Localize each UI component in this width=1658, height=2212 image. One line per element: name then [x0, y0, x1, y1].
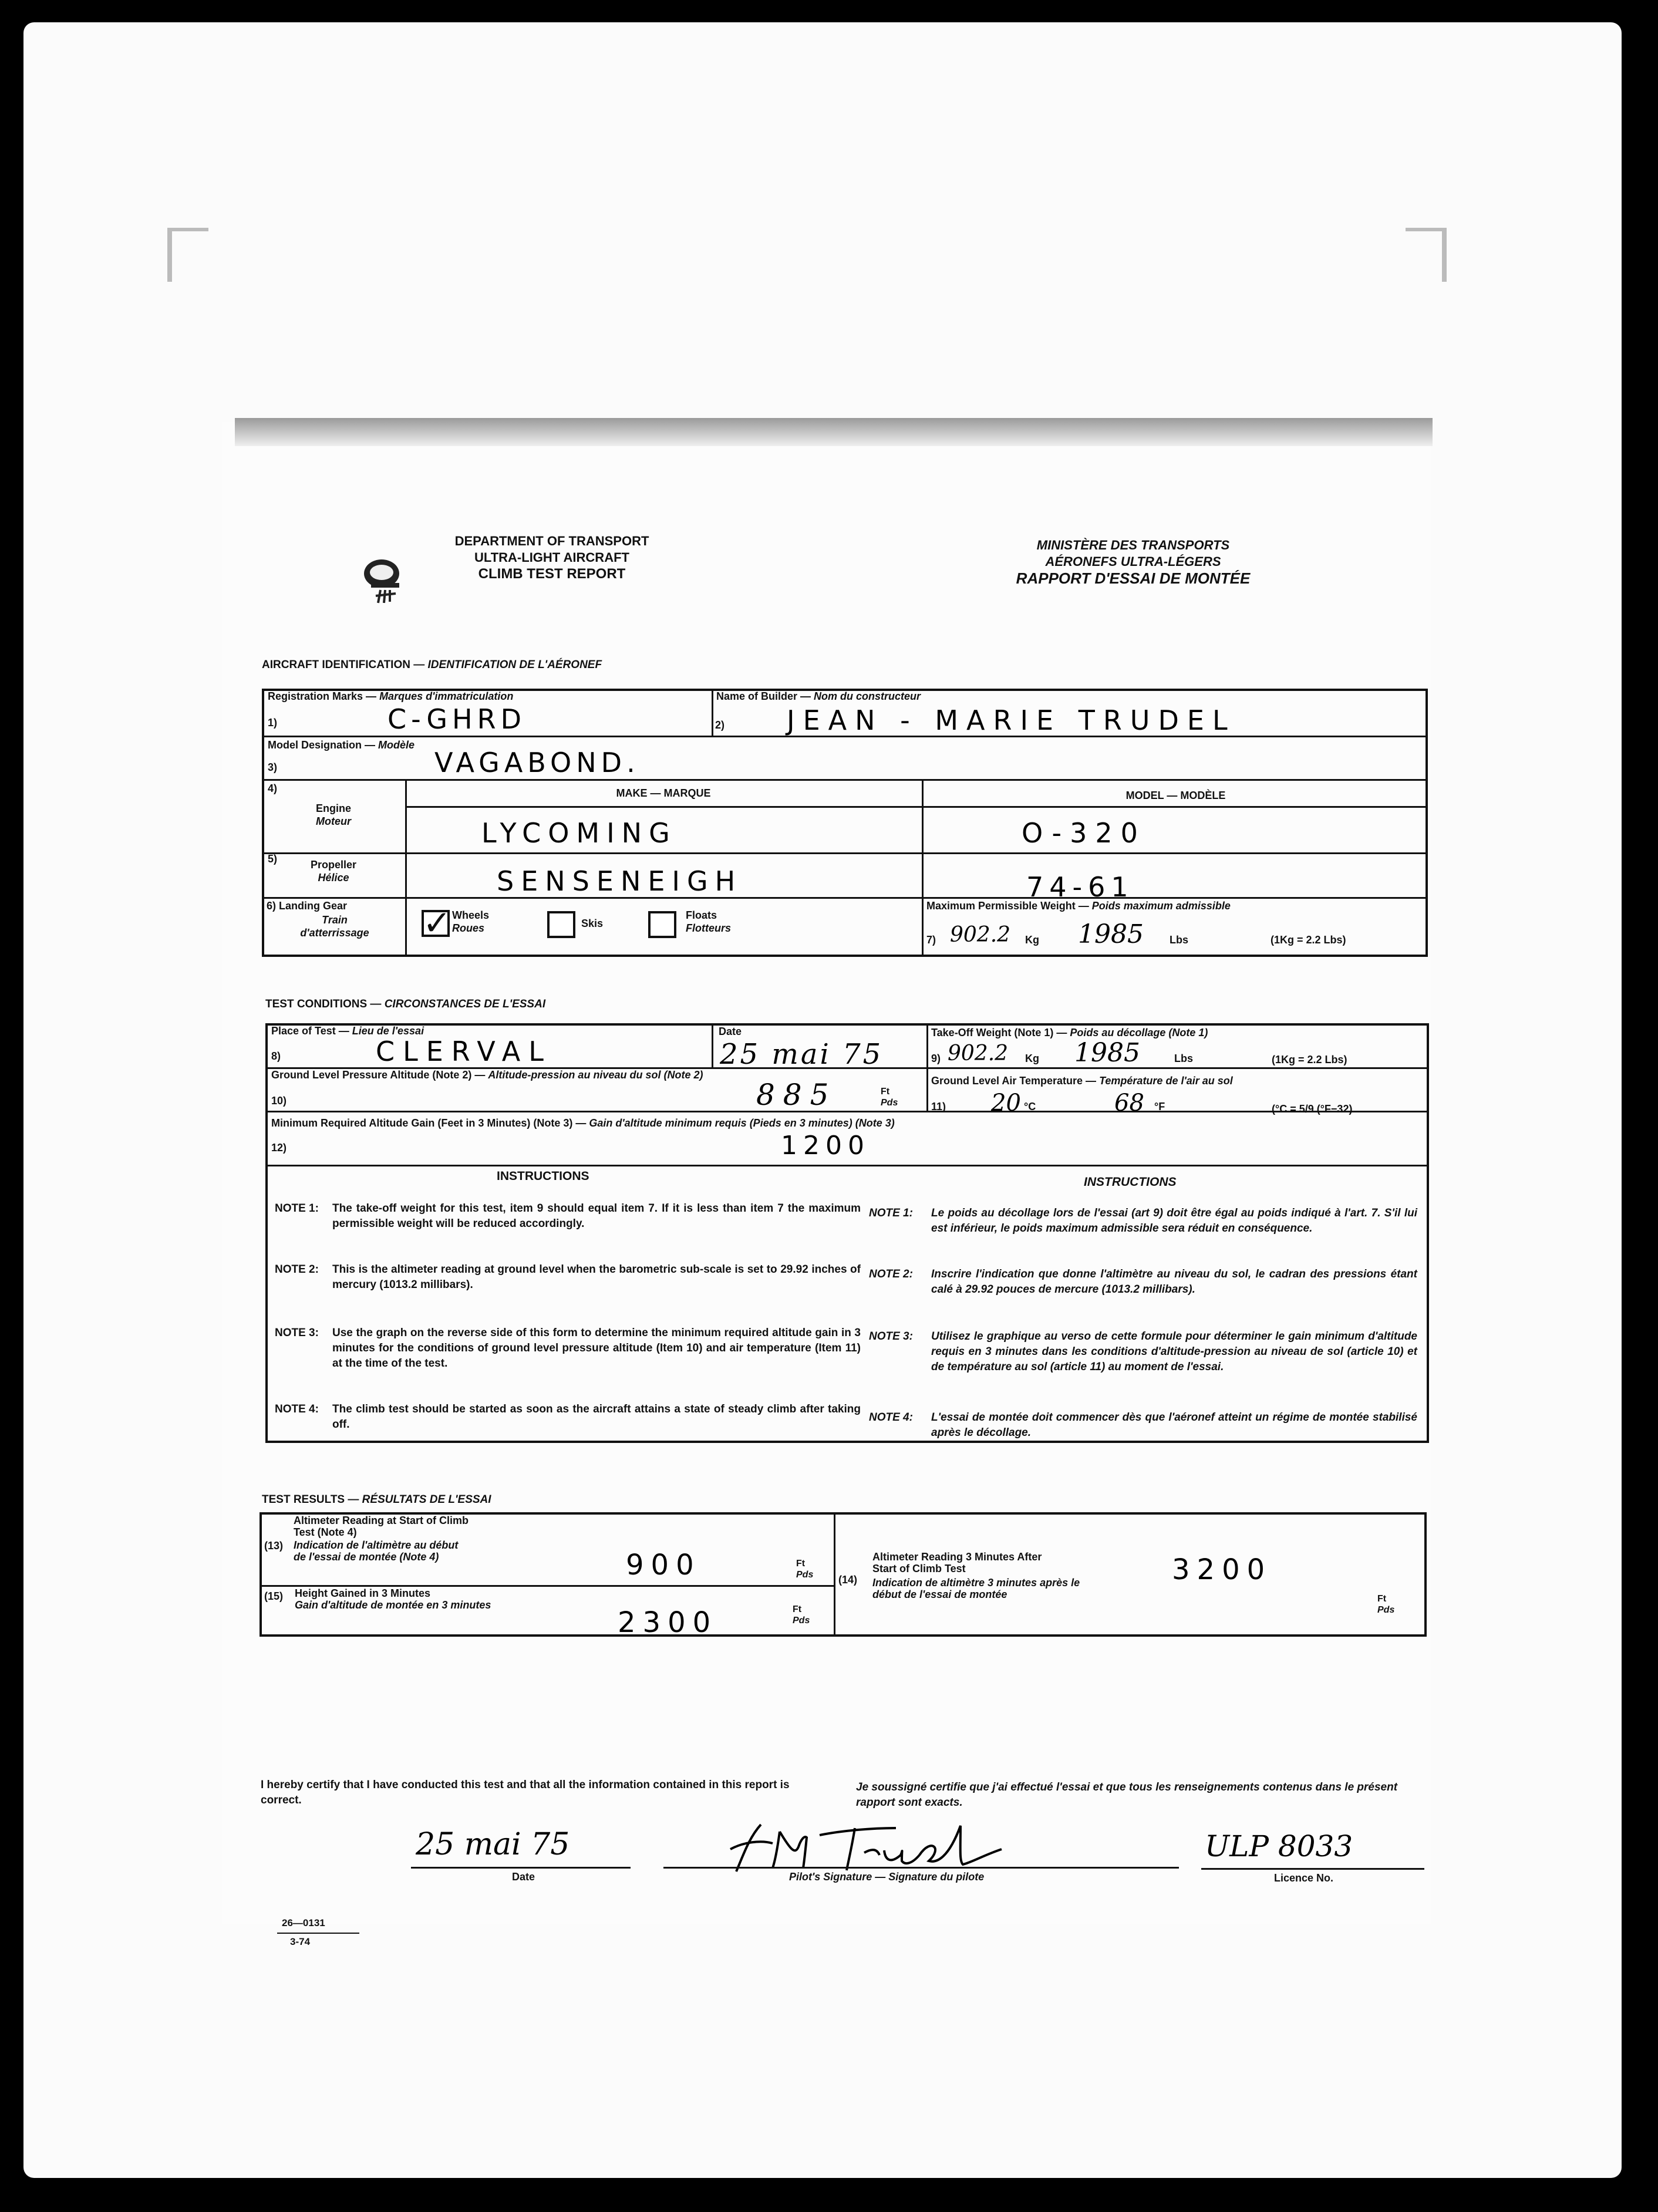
skis-checkbox[interactable] — [547, 911, 575, 938]
takeoff-weight-label-en: Take-Off Weight (Note 1) — — [931, 1027, 1067, 1038]
registration-value: C-GHRD — [387, 703, 527, 735]
note-fr-4-label: NOTE 4: — [869, 1411, 913, 1424]
wheels-checkmark: ✓ — [423, 903, 451, 943]
air-temperature-f-unit: °F — [1154, 1101, 1165, 1112]
model-designation-value: VAGABOND. — [434, 747, 640, 778]
skis-label: Skis — [581, 918, 604, 929]
after-reading-units — [1377, 1593, 1394, 1616]
takeoff-weight-lbs-value: 1985 — [1074, 1038, 1140, 1068]
min-gain-label-fr: Gain d'altitude minimum requis (Pieds en 3 minutes) (Note 3) — [589, 1117, 895, 1129]
start-reading-label-en — [294, 1515, 469, 1538]
date-line — [411, 1867, 631, 1869]
note-fr-1-text: Le poids au décollage lors de l'essai (art 9) doit être égal au poids indiqué à l'art. 7. S'il lui est inférieur, le poids maximum admissible sera réduit en conséquence. — [931, 1207, 1417, 1235]
wheels-checkbox[interactable] — [422, 903, 451, 943]
rule — [260, 1585, 835, 1587]
landing-gear-label — [267, 899, 347, 912]
header-en-line2: ULTRA-LIGHT AIRCRAFT — [474, 550, 629, 565]
wheels-label-en: Wheels — [452, 909, 490, 921]
builder-label — [716, 690, 921, 703]
note-fr-3-text: Utilisez le graphique au verso de cette formule pour déterminer le gain minimum d'altitude requis en 3 minutes dans les conditions d'altitude-pression au niveau de sol (article 10) et de température au sol (article 11) au moment de l'essai. — [931, 1330, 1417, 1373]
item-number-13: (13) — [264, 1540, 284, 1552]
height-gained-label-fr: Gain d'altitude de montée en 3 minutes — [295, 1599, 491, 1611]
ministry-crest-icon — [358, 549, 417, 611]
rule — [922, 779, 924, 957]
registration-label-fr: Marques d'immatriculation — [379, 690, 514, 702]
place-value: CLERVAL — [376, 1036, 552, 1067]
wheels-label-fr: Roues — [452, 922, 485, 934]
crop-mark-left-top — [167, 228, 208, 231]
page-shadow — [235, 418, 1433, 446]
floats-label-en: Floats — [686, 909, 717, 921]
place-label-fr: Lieu de l'essai — [352, 1025, 424, 1037]
form-date: 3-74 — [290, 1936, 311, 1947]
crop-mark-right-top — [1406, 228, 1447, 231]
item-number-3: 3) — [268, 761, 278, 773]
note-en-2-label: NOTE 2: — [275, 1263, 319, 1276]
header-en-title: CLIMB TEST REPORT — [478, 566, 626, 582]
takeoff-weight-label-fr: Poids au décollage (Note 1) — [1070, 1027, 1208, 1038]
note-fr-2-label: NOTE 2: — [869, 1268, 913, 1280]
make-column-header: MAKE — MARQUE — [616, 787, 711, 799]
after-reading-label-fr2: début de l'essai de montée — [872, 1589, 1007, 1600]
engine-label-fr: Moteur — [316, 815, 351, 827]
after-reading-label-en2: Start of Climb Test — [872, 1563, 966, 1574]
note-fr-3-label: NOTE 3: — [869, 1330, 913, 1343]
pilot-signature-icon — [726, 1814, 1043, 1879]
certification-fr: Je soussigné certifie que j'ai effectué l'essai et que tous les renseignements contenus dans le présent rapport sont exacts. — [856, 1781, 1398, 1809]
note-fr-2-text: Inscrire l'indication que donne l'altimètre au niveau du sol, le cadran des pressions étant calé à 29.92 pouces de mercure (1013.2 millibars). — [931, 1268, 1417, 1296]
pressure-unit-ft: Ft — [881, 1087, 890, 1097]
licence-line — [1201, 1868, 1424, 1870]
height-gained-unit-ft: Ft — [793, 1604, 802, 1614]
start-reading-label-en2: Test (Note 4) — [294, 1526, 357, 1538]
date-value: 25 mai 75 — [720, 1038, 884, 1071]
note-fr-4-text: L'essai de montée doit commencer dès que l'aéronef atteint un régime de montée stabilisé après le décollage. — [931, 1411, 1417, 1439]
height-gained-units — [793, 1604, 810, 1626]
landing-gear-fr1: Train — [322, 914, 348, 926]
item-number-14: (14) — [838, 1574, 858, 1586]
model-designation-label — [268, 739, 414, 751]
start-reading-label-fr1: Indication de l'altimètre au début — [294, 1539, 459, 1551]
propeller-label-fr: Hélice — [318, 872, 349, 884]
pressure-altitude-value: 885 — [756, 1078, 837, 1112]
note-en-1-label: NOTE 1: — [275, 1202, 319, 1215]
header-fr-title: RAPPORT D'ESSAI DE MONTÉE — [1016, 569, 1251, 587]
note-en-4-text: The climb test should be started as soon as the aircraft attains a state of steady climb after taking off. — [332, 1403, 861, 1431]
crop-mark-right — [1442, 228, 1447, 282]
max-weight-lbs-value: 1985 — [1078, 919, 1144, 949]
engine-label-en: Engine — [315, 802, 351, 814]
registration-label-en: Registration Marks — — [268, 690, 377, 702]
rule — [262, 852, 1428, 854]
model-column-header: MODEL — MODÈLE — [1125, 790, 1226, 801]
rule — [262, 779, 1428, 781]
licence-number-label: Licence No. — [1274, 1872, 1334, 1884]
wheels-label — [452, 909, 489, 935]
item-number-4: 4) — [268, 783, 278, 794]
section-aircraft-en: AIRCRAFT IDENTIFICATION — — [262, 659, 425, 671]
certification-date-value: 25 mai 75 — [416, 1827, 570, 1862]
height-gained-label-en: Height Gained in 3 Minutes — [295, 1587, 431, 1599]
pressure-altitude-label — [271, 1068, 703, 1081]
rule — [265, 1165, 1429, 1166]
engine-label — [262, 802, 405, 828]
rule — [834, 1512, 835, 1637]
floats-checkbox[interactable] — [648, 911, 676, 938]
section-test-results-fr: RÉSULTATS DE L'ESSAI — [362, 1493, 491, 1506]
form-number-rule — [277, 1933, 359, 1934]
section-test-results — [262, 1493, 491, 1506]
after-reading-unit-ft: Ft — [1377, 1594, 1387, 1604]
rule — [712, 1023, 713, 1067]
item-number-15: (15) — [264, 1590, 284, 1602]
air-temperature-c-value: 20 — [991, 1090, 1021, 1117]
after-reading-label-fr — [872, 1577, 1080, 1600]
after-reading-label-en1: Altimeter Reading 3 Minutes After — [872, 1551, 1042, 1563]
pressure-units — [881, 1086, 898, 1108]
floats-label — [686, 909, 731, 935]
header-en — [411, 533, 693, 582]
pressure-altitude-label-en: Ground Level Pressure Altitude (Note 2) — — [271, 1069, 486, 1081]
instructions-heading-fr: INSTRUCTIONS — [1084, 1175, 1177, 1189]
item-number-5: 5) — [268, 853, 278, 865]
after-reading-label-en — [872, 1551, 1042, 1574]
section-aircraft-identification — [262, 659, 602, 672]
height-gained-label — [295, 1587, 491, 1611]
start-reading-unit-ft: Ft — [796, 1559, 806, 1569]
rule — [712, 689, 713, 736]
landing-gear-label-en: Landing Gear — [279, 900, 348, 912]
landing-gear-fr2: d'atterrissage — [300, 927, 369, 939]
air-temperature-c-unit: °C — [1024, 1101, 1036, 1112]
section-test-conditions-fr: CIRCONSTANCES DE L'ESSAI — [384, 998, 546, 1010]
start-reading-label-en1: Altimeter Reading at Start of Climb — [294, 1515, 469, 1526]
max-weight-label-fr: Poids maximum admissible — [1091, 900, 1231, 912]
rule — [262, 897, 1428, 899]
start-reading-value: 900 — [626, 1549, 701, 1582]
max-weight-lbs-unit: Lbs — [1170, 934, 1189, 946]
header-fr — [986, 537, 1280, 586]
engine-make-value: LYCOMING — [481, 817, 677, 849]
note-en-4-label: NOTE 4: — [275, 1403, 319, 1415]
after-reading-value: 3200 — [1172, 1553, 1272, 1586]
place-label-en: Place of Test — — [271, 1025, 349, 1037]
model-designation-label-en: Model Designation — — [268, 739, 376, 751]
height-gained-unit-pds: Pds — [793, 1616, 810, 1626]
licence-number-value: ULP 8033 — [1205, 1829, 1353, 1863]
min-gain-label-en: Minimum Required Altitude Gain (Feet in 3 Minutes) (Note 3) — — [271, 1117, 587, 1129]
builder-label-en: Name of Builder — — [716, 690, 811, 702]
max-weight-conversion: (1Kg = 2.2 Lbs) — [1271, 934, 1346, 946]
engine-model-value: O-320 — [1022, 817, 1146, 849]
air-temperature-label-fr: Température de l'air au sol — [1099, 1075, 1233, 1087]
item-number-11: 11) — [931, 1101, 946, 1112]
model-designation-label-fr: Modèle — [378, 739, 415, 751]
min-gain-value: 1200 — [781, 1131, 870, 1161]
item-number-1: 1) — [268, 717, 278, 729]
certification-date-label: Date — [512, 1871, 535, 1883]
note-fr-1-label: NOTE 1: — [869, 1207, 913, 1219]
air-temperature-label — [931, 1074, 1233, 1087]
builder-label-fr: Nom du constructeur — [814, 690, 921, 702]
builder-value: JEAN - MARIE TRUDEL — [787, 704, 1236, 736]
item-number-9: 9) — [931, 1053, 941, 1064]
section-aircraft-fr: IDENTIFICATION DE L'AÉRONEF — [427, 659, 602, 671]
air-temperature-f-value: 68 — [1114, 1090, 1144, 1117]
max-weight-label-en: Maximum Permissible Weight — — [926, 900, 1089, 912]
signature-line — [663, 1867, 1179, 1869]
propeller-model-value: 74-61 — [1026, 871, 1134, 903]
note-en-3-text: Use the graph on the reverse side of this form to determine the minimum required altitude gain in 3 minutes for the conditions of ground level pressure altitude (Item 10) and air temperature (Item 11) at the time of the test. — [332, 1327, 861, 1370]
takeoff-weight-lbs-unit: Lbs — [1174, 1053, 1194, 1064]
max-weight-kg-unit: Kg — [1025, 934, 1039, 946]
start-reading-unit-pds: Pds — [796, 1570, 814, 1580]
item-number-6: 6) — [267, 900, 277, 912]
header-fr-line2: AÉRONEFS ULTRA-LÉGERS — [1045, 554, 1221, 569]
takeoff-weight-kg-value: 902.2 — [948, 1041, 1009, 1065]
form-number: 26—0131 — [282, 1917, 325, 1928]
propeller-label-en: Propeller — [310, 859, 357, 871]
max-weight-label — [926, 899, 1231, 912]
temperature-formula: (°C = 5/9 (°F−32) — [1272, 1103, 1353, 1115]
note-en-2-text: This is the altimeter reading at ground level when the barometric sub-scale is set to 29.92 inches of mercury (1013.2 millibars). — [332, 1263, 861, 1291]
propeller-make-value: SENSENEIGH — [497, 865, 743, 897]
pressure-unit-pds: Pds — [881, 1098, 898, 1108]
floats-label-fr: Flotteurs — [686, 922, 732, 934]
item-number-8: 8) — [271, 1050, 281, 1062]
rule — [405, 779, 407, 957]
crop-mark-left — [167, 228, 172, 282]
note-en-1-text: The take-off weight for this test, item 9 should equal item 7. If it is less than item 7 the maximum permissible weight will be reduced accordingly. — [332, 1202, 861, 1230]
start-reading-label-fr2: de l'essai de montée (Note 4) — [294, 1551, 439, 1563]
rule — [926, 1023, 928, 1111]
air-temperature-label-en: Ground Level Air Temperature — — [931, 1075, 1097, 1087]
min-gain-label — [271, 1117, 895, 1129]
section-test-conditions-en: TEST CONDITIONS — — [265, 998, 382, 1010]
start-reading-label-fr — [294, 1539, 458, 1563]
rule — [405, 806, 1428, 808]
item-number-12: 12) — [271, 1142, 287, 1154]
max-weight-kg-value: 902.2 — [950, 923, 1011, 947]
section-test-conditions — [265, 998, 545, 1011]
item-number-10: 10) — [271, 1095, 287, 1107]
takeoff-weight-kg-unit: Kg — [1025, 1053, 1039, 1064]
item-number-2: 2) — [715, 719, 725, 731]
pilot-signature-label: Pilot's Signature — Signature du pilote — [789, 1871, 985, 1883]
certification-en: I hereby certify that I have conducted this test and that all the information contained in this report is correct. — [261, 1779, 790, 1806]
landing-gear-label-fr — [276, 913, 393, 939]
header-en-line1: DEPARTMENT OF TRANSPORT — [454, 534, 649, 548]
registration-label — [268, 690, 513, 703]
notes-fr — [869, 1206, 1421, 1441]
start-reading-units — [796, 1558, 813, 1580]
rule — [265, 1111, 1429, 1112]
after-reading-label-fr1: Indication de altimètre 3 minutes après le — [872, 1577, 1080, 1589]
date-label: Date — [719, 1026, 742, 1037]
height-gained-value: 2300 — [618, 1606, 718, 1639]
note-en-3-label: NOTE 3: — [275, 1327, 319, 1339]
propeller-label — [262, 858, 405, 884]
takeoff-weight-label — [931, 1026, 1208, 1039]
instructions-heading-en: INSTRUCTIONS — [497, 1169, 589, 1183]
takeoff-weight-conversion: (1Kg = 2.2 Lbs) — [1272, 1054, 1347, 1065]
notes-en — [275, 1201, 862, 1436]
section-test-results-en: TEST RESULTS — — [262, 1493, 359, 1506]
pressure-altitude-label-fr: Altitude-pression au niveau du sol (Note 2) — [488, 1069, 703, 1081]
header-fr-line1: MINISTÈRE DES TRANSPORTS — [1036, 538, 1230, 552]
item-number-7: 7) — [926, 934, 936, 946]
after-reading-unit-pds: Pds — [1377, 1605, 1395, 1615]
